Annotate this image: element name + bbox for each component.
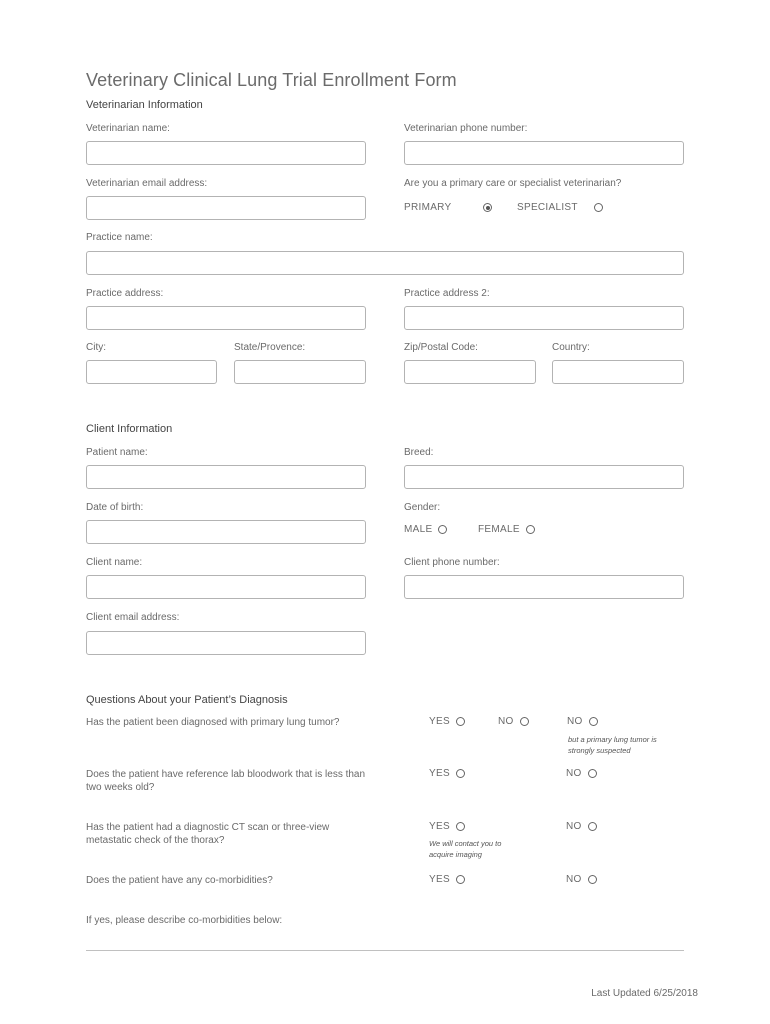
state-label: State/Provence: <box>234 342 306 353</box>
female-radio[interactable] <box>526 525 535 534</box>
practice-address-label: Practice address: <box>86 288 164 299</box>
specialist-radio[interactable] <box>594 203 603 212</box>
specialist-option[interactable] <box>517 202 603 213</box>
section-heading-veterinarian: Veterinarian Information <box>86 99 203 111</box>
breed-input[interactable] <box>404 465 684 489</box>
q3-no-option[interactable] <box>566 821 597 832</box>
q1-yes-radio[interactable] <box>456 717 465 726</box>
q4-no-label: NO <box>566 874 582 885</box>
q3-yes-radio[interactable] <box>456 822 465 831</box>
patient-name-input[interactable] <box>86 465 366 489</box>
specialist-option-label: SPECIALIST <box>517 202 578 213</box>
q1-no-radio[interactable] <box>520 717 529 726</box>
q3-imaging-note: We will contact you to acquire imaging <box>429 839 502 859</box>
q4-yes-label: YES <box>429 874 450 885</box>
dob-input[interactable] <box>86 520 366 544</box>
gender-label: Gender: <box>404 502 441 513</box>
vet-type-label: Are you a primary care or specialist veterinarian? <box>404 178 622 189</box>
vet-phone-label: Veterinarian phone number: <box>404 123 528 134</box>
q2-yes-radio[interactable] <box>456 769 465 778</box>
male-option[interactable] <box>404 524 447 535</box>
q1-no-suspected-radio[interactable] <box>589 717 598 726</box>
state-input[interactable] <box>234 360 366 384</box>
q1-suspected-note: but a primary lung tumor is strongly suspected <box>568 735 657 755</box>
patient-name-label: Patient name: <box>86 447 148 458</box>
client-email-label: Client email address: <box>86 612 180 623</box>
q2-no-label: NO <box>566 768 582 779</box>
male-radio[interactable] <box>438 525 447 534</box>
practice-address-input[interactable] <box>86 306 366 330</box>
female-option-label: FEMALE <box>478 524 520 535</box>
male-option-label: MALE <box>404 524 433 535</box>
question-comorbidities: Does the patient have any co-morbidities? <box>86 875 273 886</box>
primary-option-label: PRIMARY <box>404 202 452 213</box>
q1-no-label: NO <box>498 716 514 727</box>
vet-name-label: Veterinarian name: <box>86 123 170 134</box>
vet-email-label: Veterinarian email address: <box>86 178 208 189</box>
q2-no-option[interactable] <box>566 768 597 779</box>
practice-name-input[interactable] <box>86 251 684 275</box>
q3-no-radio[interactable] <box>588 822 597 831</box>
question-bloodwork: Does the patient have reference lab bloodwork that is less than two weeks old? <box>86 769 366 793</box>
q4-no-radio[interactable] <box>588 875 597 884</box>
q3-no-label: NO <box>566 821 582 832</box>
country-input[interactable] <box>552 360 684 384</box>
q1-yes-label: YES <box>429 716 450 727</box>
q1-no-option[interactable] <box>498 716 529 727</box>
practice-address2-label: Practice address 2: <box>404 288 490 299</box>
q4-no-option[interactable] <box>566 874 597 885</box>
form-title: Veterinary Clinical Lung Trial Enrollment Form <box>86 70 457 90</box>
primary-radio[interactable] <box>483 203 492 212</box>
comorbidities-describe-line[interactable] <box>86 950 684 951</box>
q3-yes-option[interactable] <box>429 821 465 832</box>
q4-yes-option[interactable] <box>429 874 465 885</box>
female-option[interactable] <box>478 524 535 535</box>
question-ct-scan: Has the patient had a diagnostic CT scan or three-view metastatic check of the thorax? <box>86 822 330 846</box>
practice-name-label: Practice name: <box>86 232 153 243</box>
question-primary-lung-tumor: Has the patient been diagnosed with primary lung tumor? <box>86 717 340 728</box>
client-phone-input[interactable] <box>404 575 684 599</box>
q1-yes-option[interactable] <box>429 716 465 727</box>
last-updated: Last Updated 6/25/2018 <box>591 988 698 999</box>
breed-label: Breed: <box>404 447 434 458</box>
client-phone-label: Client phone number: <box>404 557 500 568</box>
zip-label: Zip/Postal Code: <box>404 342 478 353</box>
city-input[interactable] <box>86 360 217 384</box>
section-heading-diagnosis: Questions About your Patient’s Diagnosis <box>86 694 288 706</box>
q3-yes-label: YES <box>429 821 450 832</box>
city-label: City: <box>86 342 106 353</box>
dob-label: Date of birth: <box>86 502 144 513</box>
country-label: Country: <box>552 342 590 353</box>
q1-no-suspected-label: NO <box>567 716 583 727</box>
vet-name-input[interactable] <box>86 141 366 165</box>
q4-yes-radio[interactable] <box>456 875 465 884</box>
client-email-input[interactable] <box>86 631 366 655</box>
vet-phone-input[interactable] <box>404 141 684 165</box>
q2-yes-label: YES <box>429 768 450 779</box>
q1-no-suspected-option[interactable] <box>567 716 598 727</box>
client-name-input[interactable] <box>86 575 366 599</box>
primary-option[interactable] <box>404 202 492 213</box>
zip-input[interactable] <box>404 360 536 384</box>
q2-no-radio[interactable] <box>588 769 597 778</box>
practice-address2-input[interactable] <box>404 306 684 330</box>
section-heading-client: Client Information <box>86 423 173 435</box>
comorbidities-describe-label: If yes, please describe co-morbidities below: <box>86 915 283 926</box>
q2-yes-option[interactable] <box>429 768 465 779</box>
vet-email-input[interactable] <box>86 196 366 220</box>
client-name-label: Client name: <box>86 557 143 568</box>
